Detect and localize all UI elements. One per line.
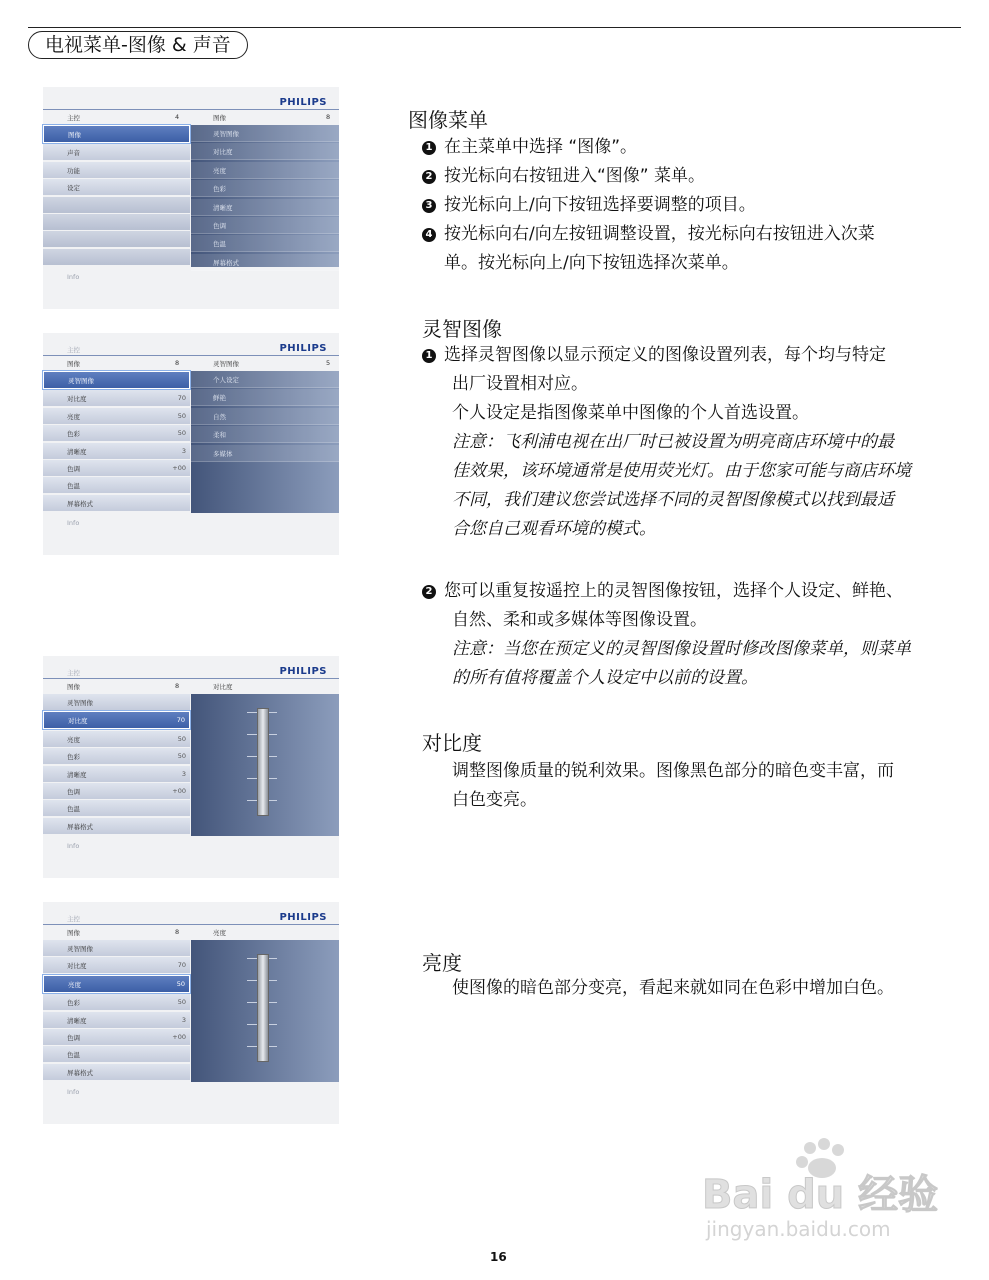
philips-logo: PHILIPS <box>279 97 327 108</box>
page-number: 16 <box>490 1250 507 1264</box>
header-rule <box>43 109 339 110</box>
menu-item-features[interactable]: 功能 <box>43 162 190 178</box>
top-rule <box>28 27 961 28</box>
menu-item-empty <box>43 249 190 265</box>
submenu-item[interactable]: 清晰度 <box>191 199 339 216</box>
menu-item[interactable]: 屏幕格式 <box>43 818 190 834</box>
header-right-count: 8 <box>326 113 331 121</box>
header-left: 主控 <box>67 114 80 122</box>
svg-text:jingyan.baidu.com: jingyan.baidu.com <box>706 1217 891 1241</box>
submenu-item[interactable]: 色调 <box>191 217 339 234</box>
step-3: 按光标向上/向下按钮选择要调整的项目。 <box>444 195 756 215</box>
smart-picture-para-2: 2 您可以重复按遥控上的灵智图像按钮，选择个人设定、鲜艳、 自然、柔和或多媒体等图像设置。 注意：当您在预定义的灵智图像设置时修改图像菜单，则菜单 的所有值将覆盖个人设定中以前的设置。 <box>422 577 911 693</box>
submenu-item[interactable]: 鲜艳 <box>191 389 339 406</box>
header-left: 图像 <box>67 683 80 691</box>
submenu-item[interactable]: 亮度 <box>191 162 339 179</box>
tv-screen-main-menu <box>43 87 339 309</box>
info-label: Info <box>67 842 80 850</box>
header-left-count: 8 <box>175 928 180 936</box>
submenu-panel <box>191 371 339 513</box>
tv-crumb: 主控 <box>67 915 80 923</box>
menu-item[interactable]: 色温 <box>43 800 190 816</box>
header-left-count: 8 <box>175 359 180 367</box>
slider-panel <box>191 940 339 1082</box>
menu-item[interactable]: 灵智图像 <box>43 940 190 956</box>
menu-item-sound[interactable]: 声音 <box>43 144 190 160</box>
info-label: Info <box>67 519 80 527</box>
submenu-item[interactable]: 色温 <box>191 235 339 252</box>
contrast-slider[interactable] <box>257 708 269 816</box>
menu-list <box>43 125 190 266</box>
menu-list <box>43 940 190 1081</box>
menu-item[interactable]: 色调 +00 <box>43 1029 190 1045</box>
menu-item[interactable]: 色温 <box>43 1046 190 1062</box>
tv-screen-smart-picture <box>43 333 339 555</box>
philips-logo: PHILIPS <box>279 666 327 677</box>
tv-header <box>43 680 339 693</box>
tv-header <box>43 111 339 124</box>
info-label: Info <box>67 273 80 281</box>
menu-item[interactable]: 亮度 50 <box>43 731 190 747</box>
step-4-cont: 单。按光标向上/向下按钮选择次菜单。 <box>444 253 739 273</box>
header-left-count: 8 <box>175 682 180 690</box>
menu-item[interactable]: 灵智图像 <box>43 694 190 710</box>
menu-item[interactable]: 对比度 70 <box>43 390 190 406</box>
header-right: 图像 <box>213 114 226 122</box>
header-rule <box>43 924 339 925</box>
menu-item-install[interactable]: 设定 <box>43 179 190 195</box>
menu-item[interactable]: 对比度 70 <box>43 957 190 973</box>
header-left: 图像 <box>67 929 80 937</box>
tv-crumb: 主控 <box>67 346 80 354</box>
submenu-item[interactable]: 灵智图像 <box>191 125 339 142</box>
menu-item[interactable]: 色温 <box>43 477 190 493</box>
menu-item[interactable]: 亮度 50 <box>43 408 190 424</box>
menu-item[interactable]: 清晰度 3 <box>43 766 190 782</box>
svg-text:Bai du 经验: Bai du 经验 <box>702 1172 939 1218</box>
brightness-slider[interactable] <box>257 954 269 1062</box>
header-left: 图像 <box>67 360 80 368</box>
menu-item-empty <box>43 214 190 230</box>
tv-header <box>43 357 339 370</box>
menu-item[interactable]: 灵智图像 <box>43 371 190 389</box>
menu-item-picture[interactable]: 图像 <box>43 125 190 143</box>
menu-item[interactable]: 色彩 50 <box>43 748 190 764</box>
submenu-item[interactable]: 自然 <box>191 408 339 425</box>
submenu-panel <box>191 125 339 267</box>
menu-item[interactable]: 色调 +00 <box>43 460 190 476</box>
submenu-item[interactable]: 个人设定 <box>191 371 339 388</box>
submenu-item[interactable]: 色彩 <box>191 180 339 197</box>
submenu-item[interactable]: 柔和 <box>191 426 339 443</box>
step-2: 按光标向右按钮进入“图像” 菜单。 <box>444 166 706 186</box>
header-left-count: 4 <box>175 113 180 121</box>
step-1: 在主菜单中选择 “图像”。 <box>444 137 638 157</box>
menu-item[interactable]: 亮度 50 <box>43 975 190 993</box>
menu-item[interactable]: 屏幕格式 <box>43 1064 190 1080</box>
tv-screen-brightness <box>43 902 339 1124</box>
menu-item[interactable]: 对比度 70 <box>43 711 190 729</box>
info-label: Info <box>67 1088 80 1096</box>
tv-screen-contrast <box>43 656 339 878</box>
tv-crumb: 主控 <box>67 669 80 677</box>
menu-item[interactable]: 清晰度 3 <box>43 443 190 459</box>
menu-list <box>43 694 190 835</box>
header-right-count: 5 <box>326 359 331 367</box>
brightness-body: 使图像的暗色部分变亮，看起来就如同在色彩中增加白色。 <box>452 978 894 998</box>
philips-logo: PHILIPS <box>279 912 327 923</box>
brightness-heading: 亮度 <box>422 951 462 975</box>
submenu-item[interactable]: 多媒体 <box>191 445 339 462</box>
menu-item[interactable]: 屏幕格式 <box>43 495 190 511</box>
header-rule <box>43 678 339 679</box>
menu-item[interactable]: 色彩 50 <box>43 425 190 441</box>
picture-steps: 1 在主菜单中选择 “图像”。 2 按光标向右按钮进入“图像” 菜单。 3 按光标向上/向下按钮选择要调整的项目。 4 按光标向右/向左按钮调整设置，按光标向右按钮进入次菜 单。按光标向上/向下按钮选择次菜单。 <box>422 133 875 278</box>
header-right: 亮度 <box>213 929 226 937</box>
menu-item[interactable]: 色调 +00 <box>43 783 190 799</box>
contrast-heading: 对比度 <box>422 731 482 755</box>
tv-header <box>43 926 339 939</box>
submenu-item[interactable]: 对比度 <box>191 143 339 160</box>
smart-picture-para-1: 1 选择灵智图像以显示预定义的图像设置列表，每个均与特定 出厂设置相对应。 个人设定是指图像菜单中图像的个人首选设置。 注意：飞利浦电视在出厂时已被设置为明亮商店环境中的最 佳效果，该环境通常是使用荧光灯。由于您家可能与商店环境 不同，我们建议您尝试选择不同的灵智图像模式以找到最适 合您自己观看环境的模式。 <box>422 341 911 544</box>
header-rule <box>43 355 339 356</box>
menu-item[interactable]: 清晰度 3 <box>43 1012 190 1028</box>
contrast-body: 调整图像质量的锐利效果。图像黑色部分的暗色变丰富，而 白色变亮。 <box>452 761 894 810</box>
submenu-item[interactable]: 屏幕格式 <box>191 254 339 271</box>
step-4: 按光标向右/向左按钮调整设置，按光标向右按钮进入次菜 <box>444 224 875 244</box>
smart-picture-heading: 灵智图像 <box>422 317 502 341</box>
menu-item-empty <box>43 231 190 247</box>
header-right: 对比度 <box>213 683 233 691</box>
philips-logo: PHILIPS <box>279 343 327 354</box>
menu-list <box>43 371 190 512</box>
baidu-watermark <box>702 1138 942 1248</box>
header-right: 灵智图像 <box>213 360 239 368</box>
picture-menu-heading: 图像菜单 <box>408 108 488 132</box>
menu-item-empty <box>43 197 190 213</box>
slider-panel <box>191 694 339 836</box>
menu-item[interactable]: 色彩 50 <box>43 994 190 1010</box>
section-title: 电视菜单-图像 & 声音 <box>28 31 248 59</box>
